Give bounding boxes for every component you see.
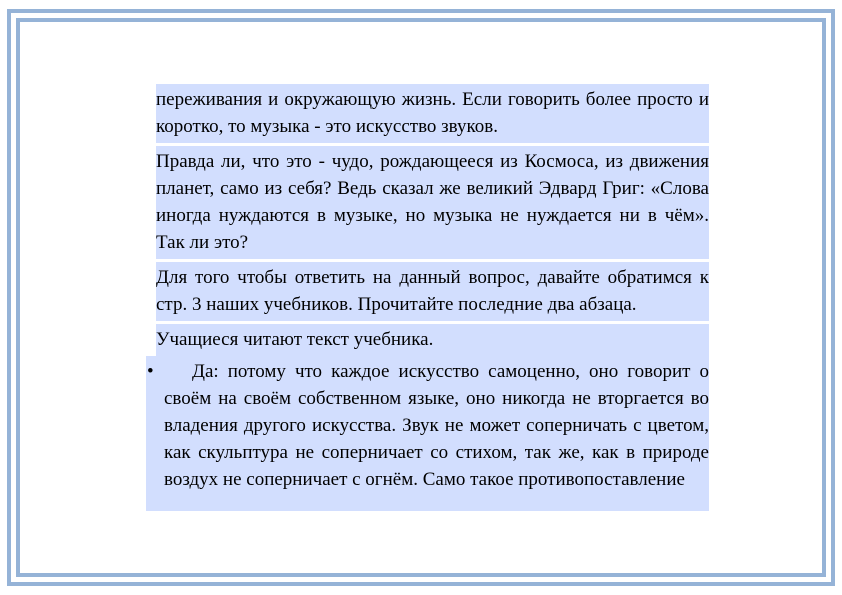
paragraph-1: переживания и окружающую жизнь. Если говорить более просто и коротко, то музыка - это искусство звуков. <box>156 84 709 143</box>
paragraph-2: Правда ли, что это - чудо, рождающееся из Космоса, из движения планет, само из себя? Ведь сказал же великий Эдвард Григ: «Слова иногда нуждаются в музыке, но музыка не нуждается ни в чём». Так ли это? <box>156 146 709 259</box>
paragraph-4: Учащиеся читают текст учебника. <box>156 324 709 356</box>
bullet-text: Да: потому что каждое искусство самоценно, оно говорит о своём на своём собственном языке, оно никогда не вторгается во владения другого искусства. Звук не может соперничать с цветом, как скульптура не соперничает со стихом, так же, как в природе воздух не соперничает с огнём. Само такое противопоставление <box>164 361 709 490</box>
text-body <box>146 84 709 511</box>
paragraph-3: Для того чтобы ответить на данный вопрос, давайте обратимся к стр. 3 наших учебников. Прочитайте последние два абзаца. <box>156 262 709 321</box>
bullet-icon: • <box>147 361 154 382</box>
bullet-item <box>146 356 709 511</box>
